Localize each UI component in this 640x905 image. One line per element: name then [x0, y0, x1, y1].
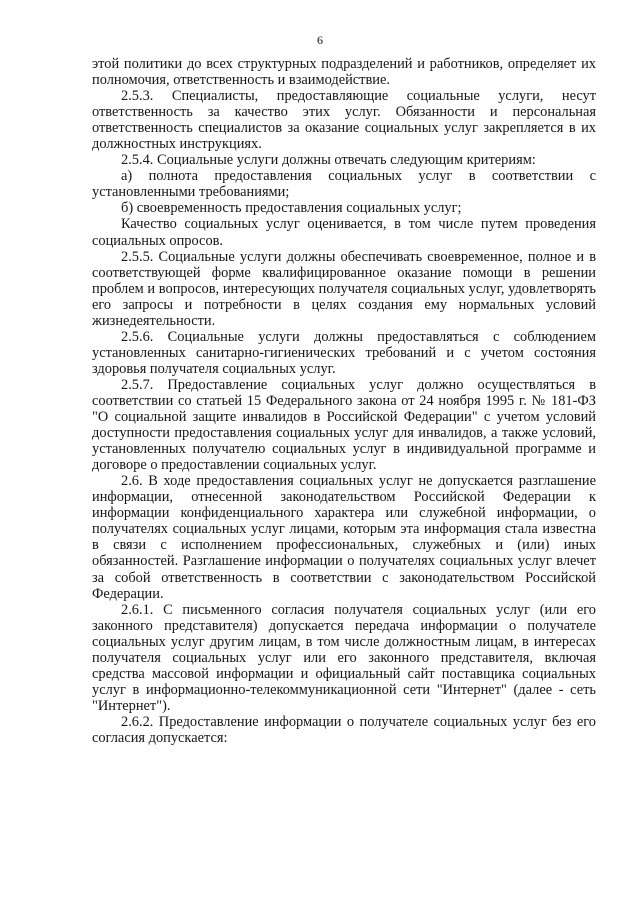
paragraph-quality: Качество социальных услуг оценивается, в том числе путем проведения социальных опросов.	[92, 216, 596, 249]
paragraph-2-5-4: 2.5.4. Социальные услуги должны отвечать следующим критериям:	[121, 152, 536, 169]
paragraph-2-5-7: 2.5.7. Предоставление социальных услуг должно осуществляться в соответствии со статьей 15 Федерального закона от 24 ноября 1995 г. № 181-ФЗ "О социальной защите инвалидов в Российской Федерации" с учетом условий доступности предоставления социальных услуг для инвалидов, а также условий, установленных получателю социальных услуг в индивидуальной программе и договоре о предоставлении социальных услуг.	[92, 376, 596, 474]
paragraph-2-6-2: 2.6.2. Предоставление информации о получателе социальных услуг без его согласия допускается:	[92, 713, 596, 746]
list-item-b: б) своевременность предоставления социальных услуг;	[121, 200, 462, 217]
paragraph-2-5-6: 2.5.6. Социальные услуги должны предоставляться с соблюдением установленных санитарно-гигиенических требований и с учетом состояния здоровья получателя социальных услуг.	[92, 328, 596, 377]
paragraph-2-5-3: 2.5.3. Специалисты, предоставляющие социальные услуги, несут ответственность за качество этих услуг. Обязанности и персональная ответственность специалистов за оказание социальных услуг закрепляется в их должностных инструкциях.	[92, 88, 596, 153]
paragraph-2-6: 2.6. В ходе предоставления социальных услуг не допускается разглашение информации, отнесенной законодательством Российской Федерации к информации конфиденциального характера или служебной информации, о получателях социальных услуг лицами, которым эта информация стала известна в связи с исполнением профессиональных, служебных и (или) иных обязанностей. Разглашение информации о получателях социальных услуг влечет за собой ответственность в соответствии с законодательством Российской Федерации.	[92, 473, 596, 602]
paragraph-2-6-1: 2.6.1. С письменного согласия получателя социальных услуг (или его законного представителя) допускается передача информации о получателе социальных услуг другим лицам, в том числе должностным лицам, в интересах получателя социальных услуг или его законного представителя, включая средства массовой информации и официальный сайт поставщика социальных услуг в информационно-телекоммуникационной сети "Интернет" (далее - сеть "Интернет").	[92, 601, 596, 714]
paragraph-2-5-5: 2.5.5. Социальные услуги должны обеспечивать своевременное, полное и в соответствующей форме квалифицированное оказание помощи в решении проблем и вопросов, интересующих получателя социальных услуг, удовлетворять его запросы и потребности в целях создания ему нормальных условий жизнедеятельности.	[92, 248, 596, 329]
document-body	[92, 56, 596, 746]
paragraph-continuation: этой политики до всех структурных подразделений и работников, определяет их полномочия, ответственность и взаимодействие.	[92, 56, 596, 89]
list-item-a: а) полнота предоставления социальных услуг в соответствии с установленными требованиями;	[92, 168, 596, 201]
page-number: 6	[317, 33, 323, 47]
